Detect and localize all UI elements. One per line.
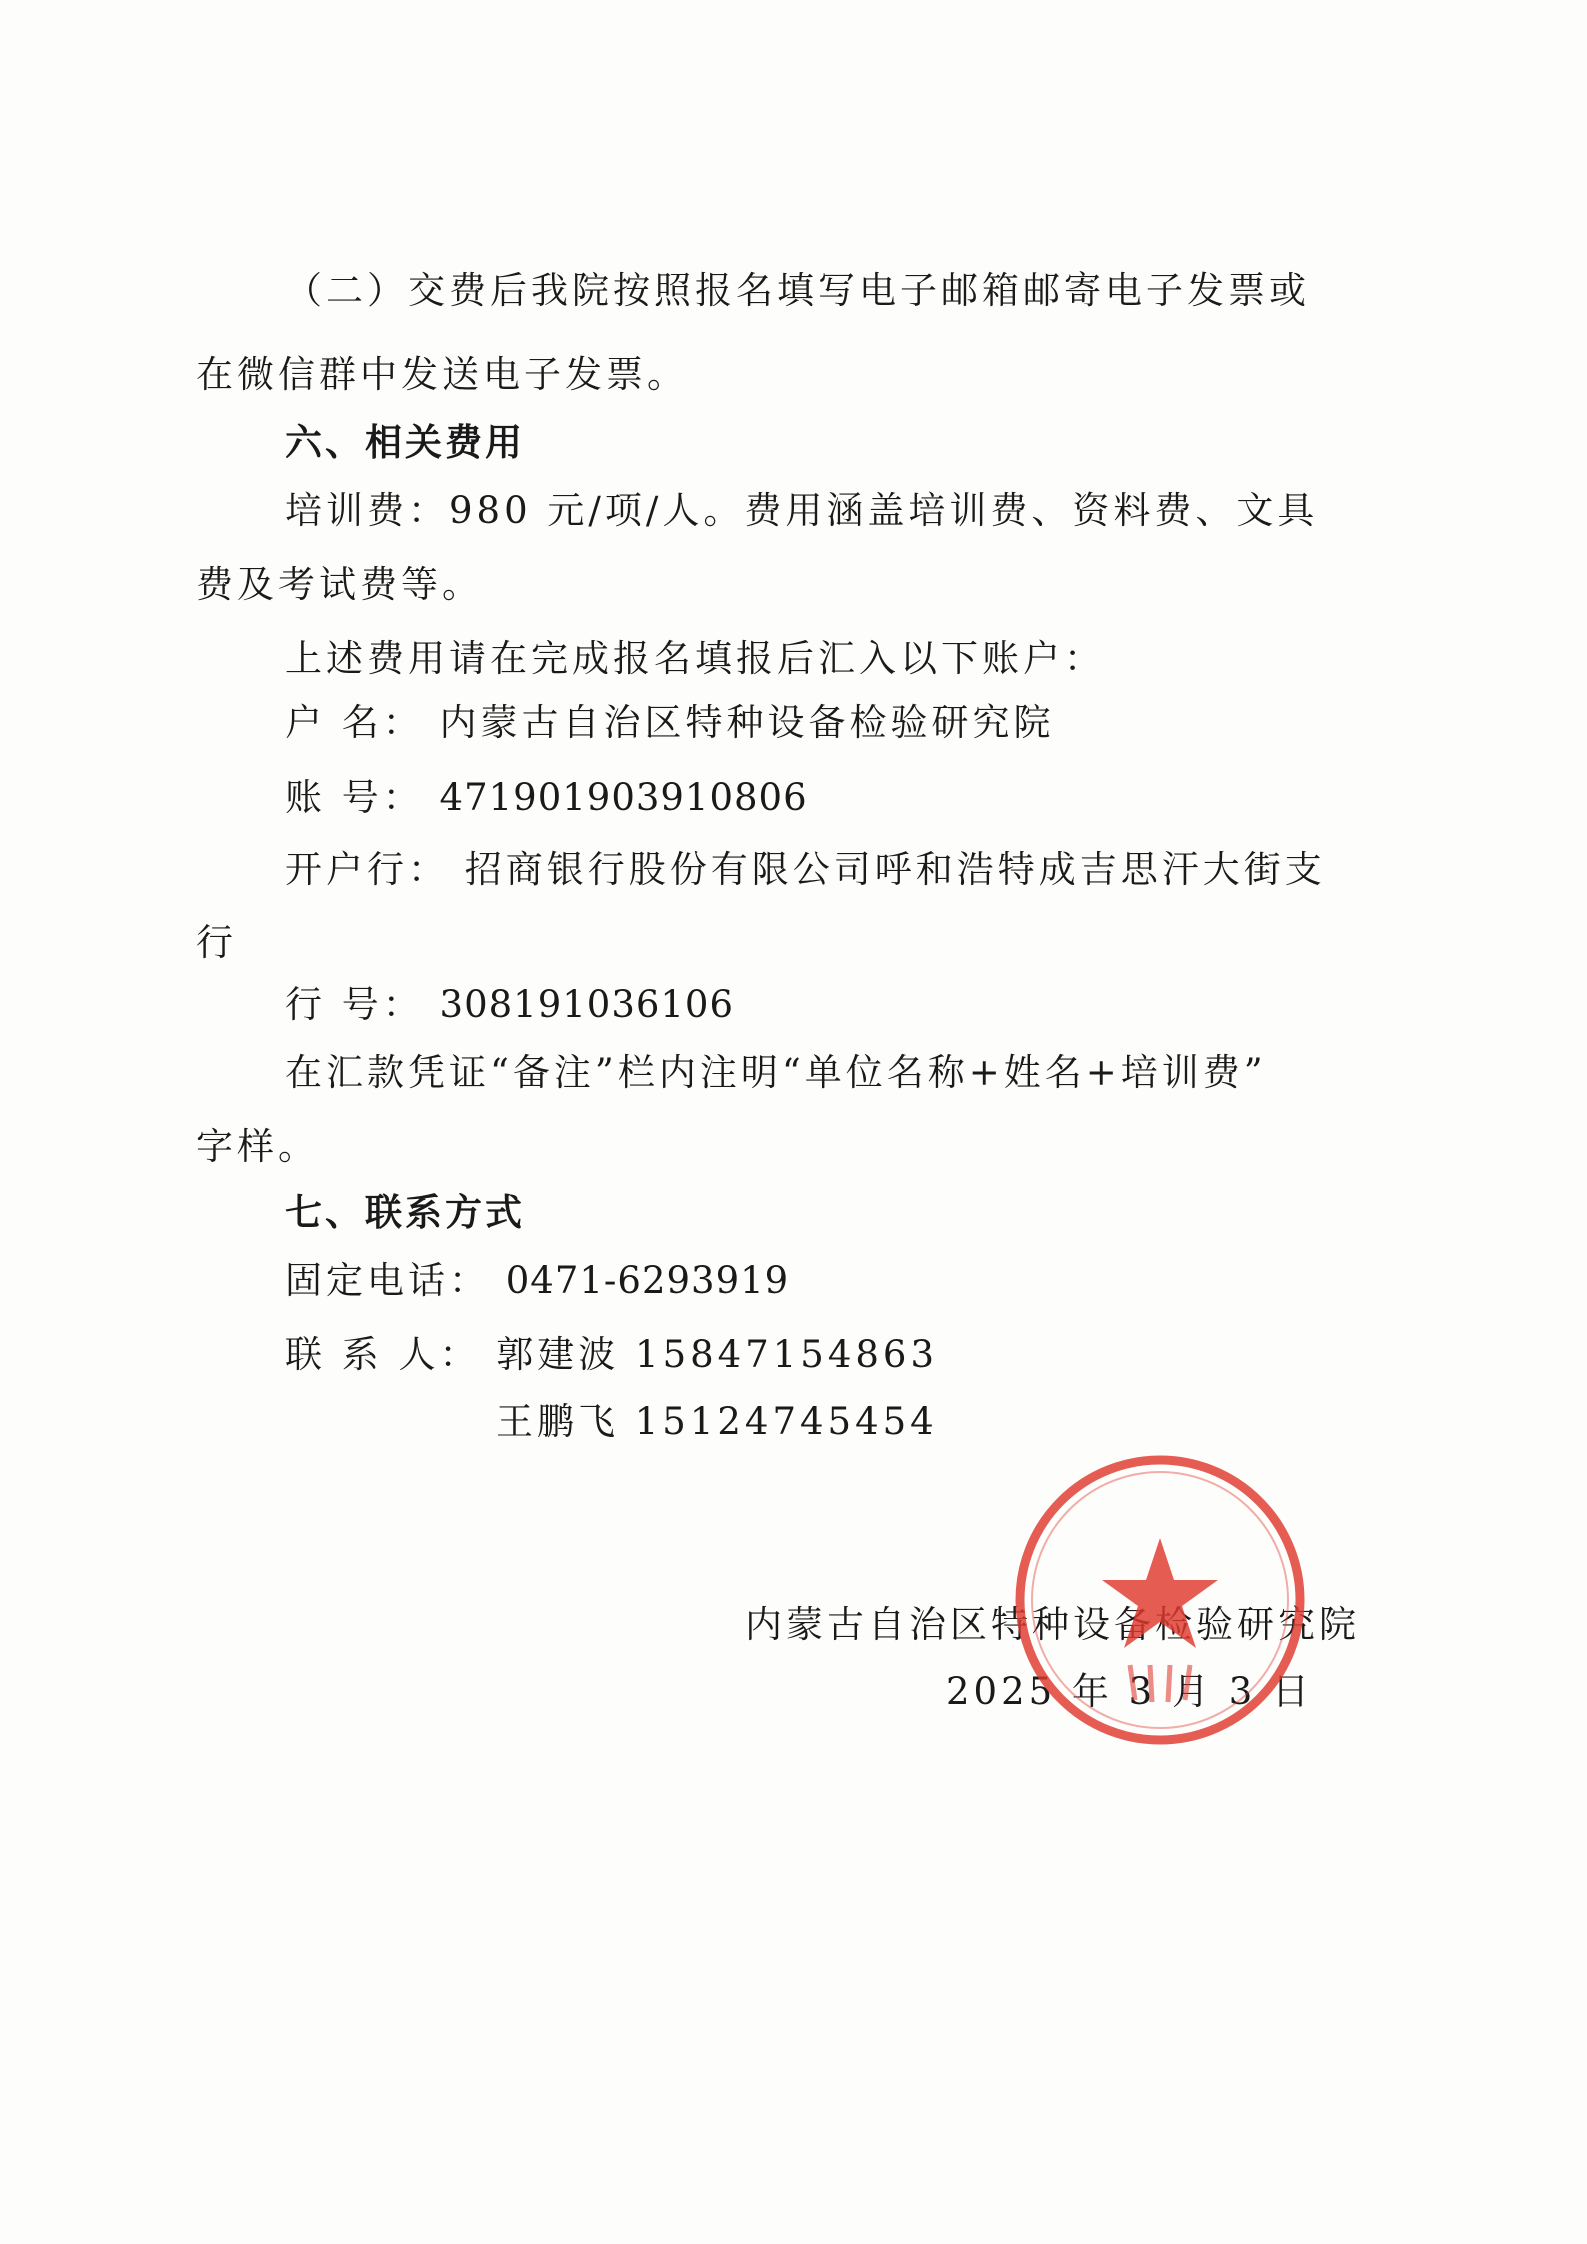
account-name-value: 内蒙古自治区特种设备检验研究院 — [439, 701, 1055, 744]
phone-label: 固定电话： — [285, 1259, 490, 1302]
bank-code-row — [285, 983, 735, 1026]
bank-label: 开户行： — [285, 848, 449, 891]
contact-row — [285, 1333, 939, 1376]
section-heading-contact: 七、联系方式 — [285, 1191, 525, 1234]
paragraph-remit: 上述费用请在完成报名填报后汇入以下账户： — [285, 637, 1105, 680]
bank-code-label: 行 号： — [285, 983, 424, 1026]
account-number-row — [285, 776, 808, 819]
paragraph-fee-line1: 培训费：980 元/项/人。费用涵盖培训费、资料费、文具 — [285, 489, 1319, 532]
official-seal-icon — [1010, 1450, 1310, 1750]
issuer-organization: 内蒙古自治区特种设备检验研究院 — [745, 1603, 1360, 1646]
account-number-label: 账 号： — [285, 776, 424, 819]
contact-person-1: 郭建波 15847154863 — [496, 1333, 939, 1376]
paragraph-fee-line2: 费及考试费等。 — [196, 563, 483, 606]
account-name-row — [285, 701, 1055, 744]
account-name-label: 户 名： — [285, 701, 424, 744]
issue-date: 2025 年 3 月 3 日 — [946, 1670, 1314, 1713]
contact-person-2: 王鹏飞 15124745454 — [496, 1400, 938, 1443]
paragraph-note-line2: 字样。 — [196, 1125, 319, 1168]
contact-label: 联 系 人： — [285, 1333, 481, 1376]
bank-value-continued: 行 — [196, 921, 237, 964]
section-heading-fees: 六、相关费用 — [285, 421, 525, 464]
bank-value: 招商银行股份有限公司呼和浩特成吉思汗大街支 — [464, 848, 1326, 891]
paragraph-invoice-line1: （二）交费后我院按照报名填写电子邮箱邮寄电子发票或 — [285, 269, 1310, 312]
bank-code-value: 308191036106 — [439, 983, 735, 1026]
account-number-value: 471901903910806 — [439, 776, 808, 819]
phone-row — [285, 1259, 790, 1302]
paragraph-note-line1: 在汇款凭证“备注”栏内注明“单位名称+姓名+培训费” — [285, 1051, 1267, 1094]
paragraph-invoice-line2: 在微信群中发送电子发票。 — [196, 353, 688, 396]
phone-value: 0471-6293919 — [505, 1259, 790, 1302]
bank-row — [285, 848, 1326, 891]
